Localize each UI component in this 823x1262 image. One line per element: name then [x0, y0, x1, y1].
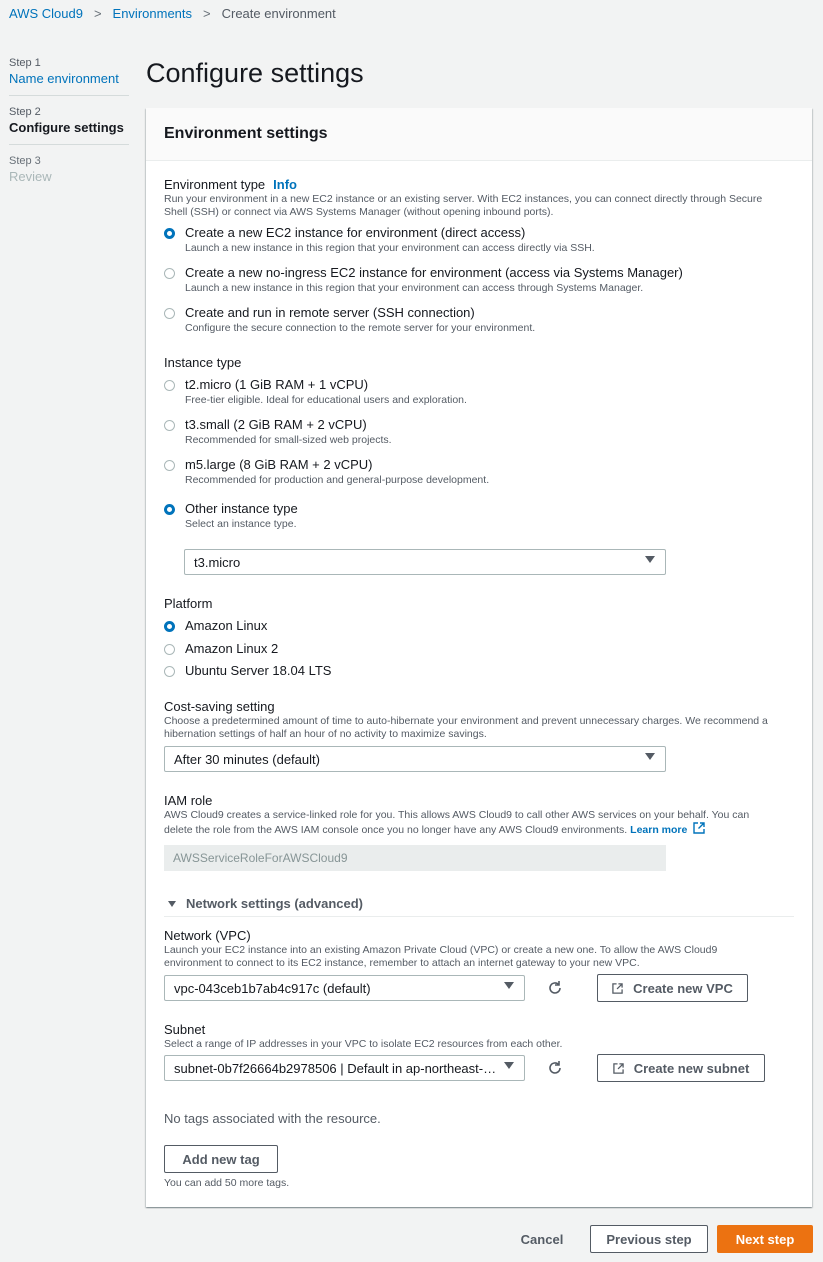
vpc-description: [164, 944, 804, 970]
radio-icon[interactable]: [164, 420, 175, 431]
desc-text: delete the role from the AWS IAM console once you no longer have any AWS Cloud9 environments.: [164, 824, 628, 836]
vpc-label: Network (VPC): [164, 928, 251, 943]
iam-role-input: [164, 845, 666, 871]
radio-selected-icon[interactable]: [164, 621, 175, 632]
option-desc: Launch a new instance in this region that your environment can access through Systems Manager.: [185, 282, 644, 294]
external-link-icon: [612, 983, 623, 994]
option-title: t2.micro (1 GiB RAM + 1 vCPU): [185, 377, 369, 392]
radio-icon[interactable]: [164, 308, 175, 319]
refresh-icon[interactable]: [547, 1060, 563, 1076]
platform-option-ubuntu[interactable]: [164, 663, 331, 678]
step-link-name-environment[interactable]: Name environment: [9, 71, 119, 86]
desc-line: AWS Cloud9 creates a service-linked role for you. This allows AWS Cloud9 to call other AWS services on your behalf. You can: [164, 809, 750, 821]
environment-settings-panel: [146, 108, 812, 1207]
step-3: [9, 155, 129, 193]
instance-option-t3-small[interactable]: [164, 417, 392, 446]
env-option-remote-server[interactable]: [164, 305, 535, 334]
desc-line: [164, 822, 804, 837]
caret-down-icon: [645, 556, 655, 563]
step-number: Step 1: [9, 57, 41, 69]
radio-icon[interactable]: [164, 380, 175, 391]
next-step-button[interactable]: [717, 1225, 813, 1253]
chevron-right-icon: >: [93, 6, 102, 21]
info-link[interactable]: Info: [273, 177, 297, 192]
refresh-icon[interactable]: [547, 980, 563, 996]
instance-option-other[interactable]: [164, 501, 298, 530]
env-option-direct-access[interactable]: [164, 225, 595, 254]
caret-down-icon: [645, 753, 655, 760]
platform-label: Platform: [164, 596, 213, 611]
create-new-subnet-button[interactable]: [597, 1054, 765, 1082]
subnet-description: Select a range of IP addresses in your VPC to isolate EC2 resources from each other.: [164, 1038, 563, 1050]
caret-down-icon: [168, 901, 176, 907]
input-value: AWSServiceRoleForAWSCloud9: [173, 851, 348, 865]
radio-selected-icon[interactable]: [164, 504, 175, 515]
breadcrumb-environments[interactable]: Environments: [112, 6, 193, 21]
button-label: Next step: [735, 1231, 795, 1247]
external-link-icon[interactable]: [693, 822, 705, 834]
desc-line: Shell (SSH) or connect via AWS Systems Manager (without opening inbound ports).: [164, 206, 554, 218]
breadcrumb-current: Create environment: [221, 6, 336, 21]
radio-icon[interactable]: [164, 460, 175, 471]
option-title: t3.small (2 GiB RAM + 2 vCPU): [185, 417, 367, 432]
caret-down-icon: [504, 1062, 514, 1069]
desc-line: hibernation settings of half an hour of no activity to maximize savings.: [164, 728, 487, 740]
environment-type-label: [164, 177, 297, 192]
external-link-icon: [613, 1063, 624, 1074]
cancel-button[interactable]: [506, 1225, 578, 1253]
wizard-steps: [9, 57, 129, 203]
previous-step-button[interactable]: [590, 1225, 708, 1253]
step-1: [9, 57, 129, 96]
platform-option-amazon-linux-2[interactable]: [164, 641, 278, 656]
chevron-right-icon: >: [203, 6, 211, 21]
option-title: Amazon Linux 2: [185, 641, 279, 656]
option-title: Create and run in remote server (SSH connection): [185, 305, 475, 320]
step-number: Step 3: [9, 155, 41, 167]
page-title: Configure settings: [146, 58, 364, 88]
instance-type-select[interactable]: [184, 549, 666, 575]
environment-type-description: [164, 193, 804, 219]
breadcrumb-aws-cloud9[interactable]: AWS Cloud9: [9, 6, 83, 21]
cost-saving-select[interactable]: [164, 746, 666, 772]
add-new-tag-button[interactable]: [164, 1145, 278, 1173]
radio-selected-icon[interactable]: [164, 228, 175, 239]
select-value: After 30 minutes (default): [174, 752, 320, 767]
instance-option-m5-large[interactable]: [164, 457, 489, 486]
divider: [164, 916, 794, 917]
cost-saving-description: [164, 715, 804, 741]
step-label-review: Review: [9, 169, 52, 184]
option-title: Create a new EC2 instance for environment (direct access): [185, 225, 526, 240]
desc-line: Run your environment in a new EC2 instance or an existing server. With EC2 instances, you can connect directly through Secure: [164, 193, 763, 205]
network-settings-label: Network settings (advanced): [186, 896, 363, 911]
panel-header: [146, 108, 812, 161]
button-label: Create new subnet: [633, 1060, 750, 1076]
vpc-select[interactable]: [164, 975, 525, 1001]
desc-line: environment to connect to its EC2 instance, remember to attach an internet gateway to your new VPC.: [164, 957, 640, 969]
subnet-select[interactable]: [164, 1055, 525, 1081]
create-new-vpc-button[interactable]: [597, 974, 748, 1002]
subnet-label: Subnet: [164, 1022, 206, 1037]
panel-title: Environment settings: [164, 125, 328, 142]
no-tags-message: No tags associated with the resource.: [164, 1111, 381, 1126]
option-desc: Configure the secure connection to the remote server for your environment.: [185, 322, 536, 334]
instance-type-label: Instance type: [164, 355, 242, 370]
desc-line: Choose a predetermined amount of time to auto-hibernate your environment and prevent unnecessary charges. We recommend a: [164, 715, 768, 727]
option-desc: Recommended for small-sized web projects.: [185, 434, 392, 446]
radio-icon[interactable]: [164, 268, 175, 279]
breadcrumb: [9, 6, 336, 21]
option-title: Create a new no-ingress EC2 instance for environment (access via Systems Manager): [185, 265, 683, 280]
environment-type-label-text: Environment type: [164, 177, 266, 192]
option-desc: Recommended for production and general-purpose development.: [185, 474, 490, 486]
button-label: Previous step: [606, 1231, 692, 1247]
iam-role-description: [164, 809, 804, 837]
option-desc: Select an instance type.: [185, 518, 297, 530]
option-title: Other instance type: [185, 501, 298, 516]
option-title: Ubuntu Server 18.04 LTS: [185, 663, 332, 678]
select-value: t3.micro: [194, 555, 241, 570]
caret-down-icon: [504, 982, 514, 989]
select-value: vpc-043ceb1b7ab4c917c (default): [174, 981, 371, 996]
step-2: [9, 106, 129, 145]
option-desc: Launch a new instance in this region that your environment can access directly via SSH.: [185, 242, 595, 254]
button-label: Create new VPC: [633, 980, 733, 996]
instance-option-t2-micro[interactable]: [164, 377, 467, 406]
option-title: m5.large (8 GiB RAM + 2 vCPU): [185, 457, 373, 472]
learn-more-link[interactable]: Learn more: [630, 824, 688, 836]
step-number: Step 2: [9, 106, 41, 118]
network-settings-toggle[interactable]: [168, 896, 363, 911]
option-title: Amazon Linux: [185, 618, 268, 633]
iam-role-label: IAM role: [164, 793, 213, 808]
button-label: Cancel: [520, 1231, 564, 1247]
cost-saving-label: Cost-saving setting: [164, 699, 275, 714]
step-label-configure-settings: Configure settings: [9, 120, 124, 135]
tags-hint: You can add 50 more tags.: [164, 1177, 290, 1189]
platform-option-amazon-linux[interactable]: [164, 618, 267, 633]
button-label: Add new tag: [182, 1151, 260, 1167]
env-option-systems-manager[interactable]: [164, 265, 683, 294]
radio-icon[interactable]: [164, 644, 175, 655]
option-desc: Free-tier eligible. Ideal for educational users and exploration.: [185, 394, 467, 406]
radio-icon[interactable]: [164, 666, 175, 677]
desc-line: Launch your EC2 instance into an existing Amazon Private Cloud (VPC) or create a new one. To allow the AWS Cloud9: [164, 944, 718, 956]
select-value: subnet-0b7f26664b2978506 | Default in ap-northeast-…: [174, 1061, 497, 1076]
